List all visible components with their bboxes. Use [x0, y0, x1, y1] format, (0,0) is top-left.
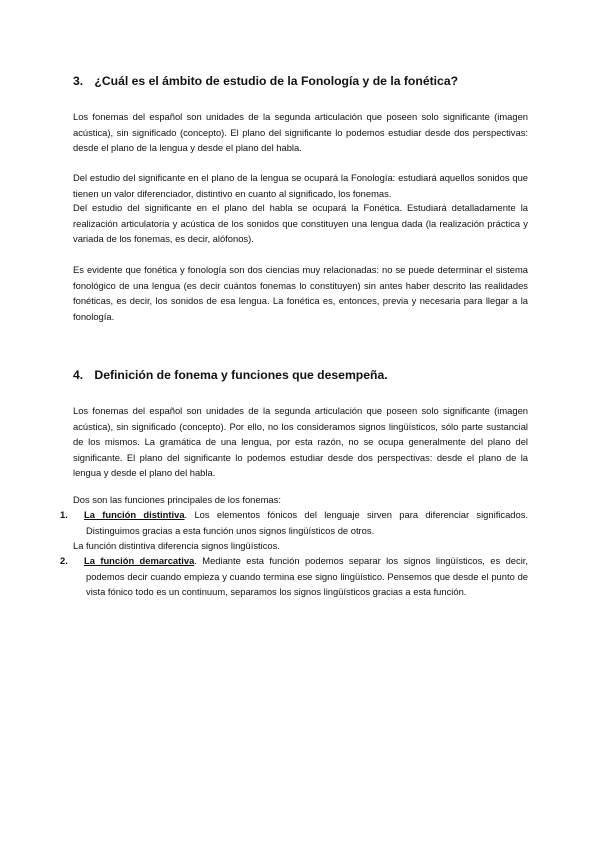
section-4-title: Definición de fonema y funciones que desempeña.: [94, 368, 388, 382]
section-4-heading: [73, 367, 388, 383]
list-item-1-term: La función distintiva: [84, 509, 185, 520]
section-3-paragraph-2a: Del estudio del significante en el plano de la lengua se ocupará la Fonología: estudiará aquellos sonidos que tienen un valor diferenciador, distintivo en cuanto al significado, los fonemas.: [73, 172, 528, 199]
list-item-2-term: La función demarcativa: [84, 555, 195, 566]
section-3-heading: [73, 73, 458, 89]
section-4-number: 4.: [73, 368, 84, 382]
list-item-1-text: . Los elementos fónicos del lenguaje sirven para diferenciar significados. Distinguimos gracias a esta función unos signos lingüísticos de otros.: [86, 509, 528, 536]
section-3-paragraph-3: Es evidente que fonética y fonología son dos ciencias muy relacionadas: no se puede determinar el sistema fonológico de una lengua (es decir cuántos fonemas lo constituyen) sin antes haber descrito las realidades fonéticas, es decir, los sonidos de esa lengua. La fonética es, entonces, previa y necesaria para llegar a la fonología.: [73, 264, 528, 322]
list-item-2-number: 2.: [60, 555, 68, 566]
list-item-2-text: . Mediante esta función podemos separar los signos lingüísticos, es decir, podemos decir cuando empieza y cuando termina ese signo lingüístico. Pensemos que desde el punto de vista fónico todo es un continuum, separamos los signos lingüísticos gracias a esta función.: [86, 555, 528, 598]
section-4-note: La función distintiva diferencia signos lingüísticos.: [73, 540, 280, 551]
section-3-title: ¿Cuál es el ámbito de estudio de la Fonología y de la fonética?: [94, 74, 459, 88]
list-item-1-number: 1.: [60, 509, 68, 520]
section-3-paragraph-1: Los fonemas del español son unidades de la segunda articulación que poseen solo significante (imagen acústica), sin significado (concepto). El plano del significante lo podemos estudiar desde dos perspectivas: desde el plano de la lengua y desde el plano del habla.: [73, 111, 528, 154]
section-4-intro: Dos son las funciones principales de los fonemas:: [73, 494, 281, 505]
section-3-paragraph-2b: Del estudio del significante en el plano del habla se ocupará la Fonética. Estudiará detalladamente la realización articulatoria y acústica de los sonidos que constituyen una lengua dada (la realización práctica y variada de los fonemas, es decir, alófonos).: [73, 202, 528, 245]
section-3-number: 3.: [73, 74, 84, 88]
list-item-2: [60, 553, 528, 600]
list-item-1: [60, 507, 528, 538]
section-4-paragraph-1: Los fonemas del español son unidades de la segunda articulación que poseen solo significante (imagen acústica), sin significado (concepto). Por ello, no los consideramos signos lingüísticos, sólo parte sustancial de los mismos. La gramática de una lengua, por esta razón, no se ocupa generalmente del plano del significante. El plano del significante lo podemos estudiar desde dos perspectivas: desde el plano de la lengua y desde el plano del habla.: [73, 405, 528, 479]
